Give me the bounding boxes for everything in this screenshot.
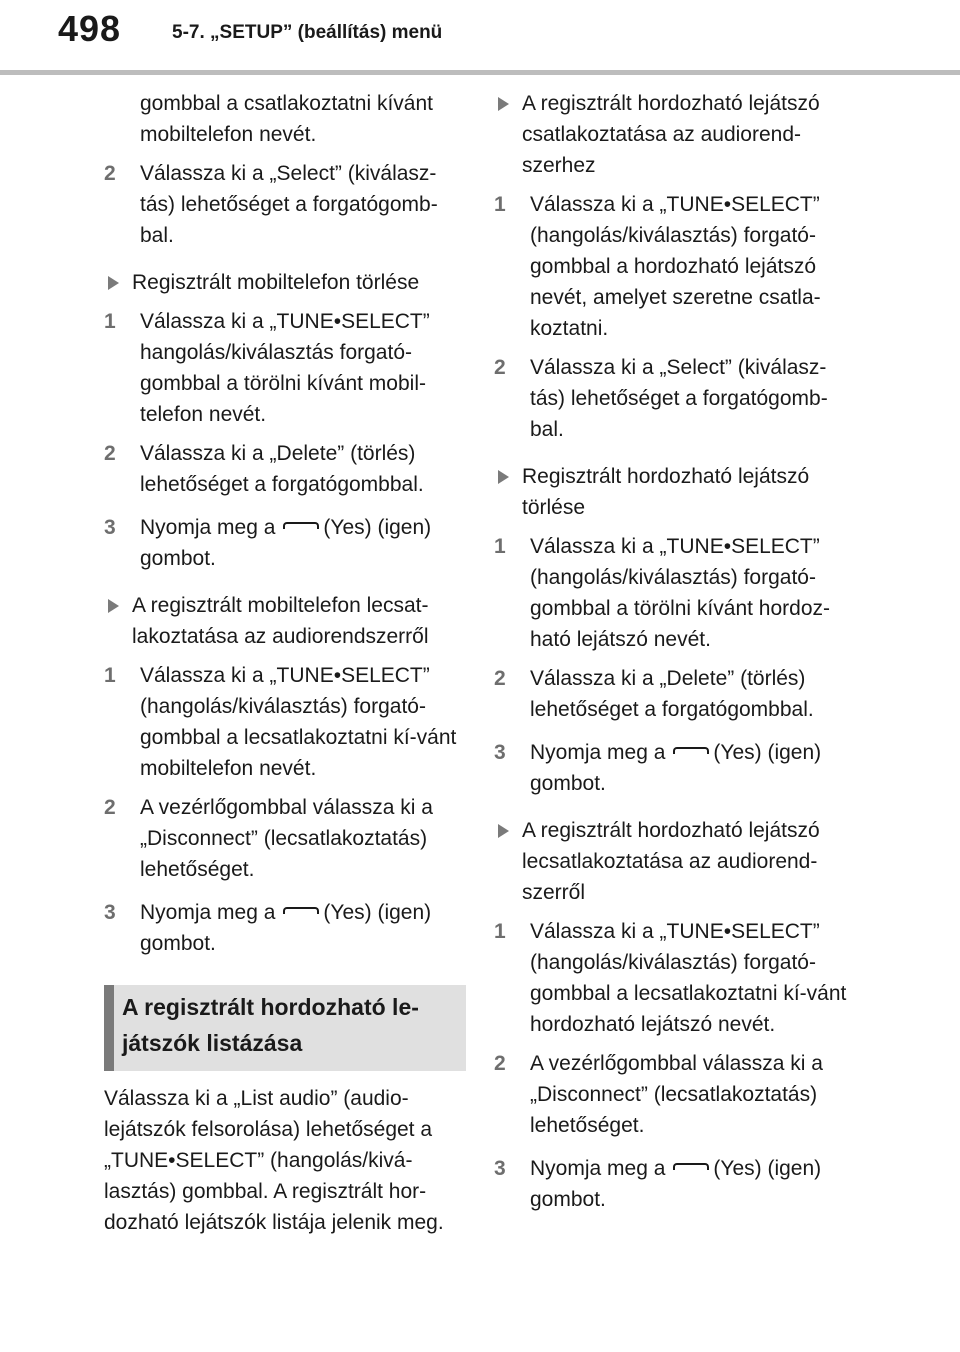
step-1 — [494, 189, 856, 344]
step-text-before: Nyomja meg a — [140, 901, 276, 924]
section-connect-player — [494, 88, 856, 181]
step-text-before: Nyomja meg a — [530, 741, 666, 764]
step-number: 2 — [494, 667, 506, 690]
bullet-title: A regisztrált mobiltelefon lecsat-lakoztatása az audiorendszerről — [132, 594, 429, 648]
yes-button-icon — [283, 907, 319, 914]
step-text-before: Nyomja meg a — [140, 516, 276, 539]
step-text-after: (Yes) (igen) gombot. — [140, 516, 432, 570]
triangle-bullet-icon — [498, 97, 509, 111]
step-number: 1 — [494, 535, 506, 558]
left-column — [104, 88, 466, 1238]
step-select — [104, 158, 466, 251]
step-text-after: (Yes) (igen) gombot. — [530, 1157, 822, 1211]
page-number: 498 — [58, 8, 122, 49]
step-number: 1 — [104, 310, 116, 333]
step-number: 1 — [494, 193, 506, 216]
section-title: 5-7. „SETUP” (beállítás) menü — [172, 22, 443, 43]
step-number: 1 — [494, 920, 506, 943]
step-number: 3 — [494, 741, 506, 764]
subheading: A regisztrált hordozható le-játszók listázása — [104, 985, 466, 1071]
step-2 — [104, 438, 466, 500]
step-number: 2 — [104, 442, 116, 465]
step-text: Válassza ki a „TUNE•SELECT” (hangolás/kiválasztás) forgató-gombbal a hordozható lejátszó nevét, amelyet szeretne csatla-koztatni. — [530, 193, 821, 340]
step-text: Válassza ki a „Select” (kiválasz-tás) lehetőséget a forgatógomb-bal. — [530, 356, 828, 441]
step-3 — [494, 737, 856, 799]
step-3 — [104, 512, 466, 574]
step-text: Válassza ki a „Select” (kiválasz-tás) lehetőséget a forgatógomb-bal. — [140, 162, 438, 247]
step-3 — [494, 1153, 856, 1215]
step-text: A vezérlőgombbal válassza ki a „Disconnect” (lecsatlakoztatás) lehetőséget. — [530, 1052, 823, 1137]
section-delete-phone — [104, 267, 466, 298]
bullet-title: A regisztrált hordozható lejátszó csatlakoztatása az audiorend-szerhez — [522, 92, 820, 177]
step-2 — [494, 663, 856, 725]
page-header — [0, 0, 960, 80]
step-number: 1 — [104, 664, 116, 687]
step-number: 3 — [104, 516, 116, 539]
step-1 — [494, 916, 856, 1040]
step-2 — [104, 792, 466, 885]
step-number: 2 — [104, 162, 116, 185]
right-column — [494, 88, 856, 1215]
step-1 — [104, 306, 466, 430]
step-text: Válassza ki a „TUNE•SELECT” (hangolás/kiválasztás) forgató-gombbal a törölni kívánt hordoz-ható lejátszó nevét. — [530, 535, 830, 651]
step-1 — [494, 531, 856, 655]
yes-button-icon — [673, 747, 709, 754]
step-number: 3 — [104, 901, 116, 924]
step-text: A vezérlőgombbal válassza ki a „Disconnect” (lecsatlakoztatás) lehetőséget. — [140, 796, 433, 881]
body-paragraph: Válassza ki a „List audio” (audio-lejátszók felsorolása) lehetőséget a „TUNE•SELECT” (hangolás/kivá-lasztás) gombbal. A regisztrált hor-dozható lejátszók listája jelenik meg. — [104, 1087, 444, 1234]
step-number: 2 — [494, 1052, 506, 1075]
bullet-title: Regisztrált mobiltelefon törlése — [132, 271, 420, 294]
step-1 — [104, 660, 466, 784]
section-disconnect-phone — [104, 590, 466, 652]
step-text: Válassza ki a „Delete” (törlés) lehetőséget a forgatógombbal. — [530, 667, 814, 721]
bullet-title: Regisztrált hordozható lejátszó törlése — [522, 465, 810, 519]
bullet-title: A regisztrált hordozható lejátszó lecsatlakoztatása az audiorend-szerről — [522, 819, 820, 904]
triangle-bullet-icon — [108, 599, 119, 613]
step-text: Válassza ki a „Delete” (törlés) lehetőséget a forgatógombbal. — [140, 442, 424, 496]
step-2 — [494, 1048, 856, 1141]
step-number: 2 — [104, 796, 116, 819]
step-number: 3 — [494, 1157, 506, 1180]
step-text-before: Nyomja meg a — [530, 1157, 666, 1180]
triangle-bullet-icon — [108, 276, 119, 290]
step-text: Válassza ki a „TUNE•SELECT” (hangolás/kiválasztás) forgató-gombbal a lecsatlakoztatni kí-vánt hordozható lejátszó nevét. — [530, 920, 847, 1036]
step-2 — [494, 352, 856, 445]
yes-button-icon — [673, 1163, 709, 1170]
continuation-text: gombbal a csatlakoztatni kívánt mobiltelefon nevét. — [140, 92, 433, 146]
yes-button-icon — [283, 522, 319, 529]
step-number: 2 — [494, 356, 506, 379]
triangle-bullet-icon — [498, 470, 509, 484]
section-delete-player — [494, 461, 856, 523]
step-text-after: (Yes) (igen) gombot. — [140, 901, 432, 955]
step-text: Válassza ki a „TUNE•SELECT” (hangolás/kiválasztás) forgató-gombbal a lecsatlakoztatni kí-vánt mobiltelefon nevét. — [140, 664, 457, 780]
header-rule — [0, 70, 960, 75]
step-3 — [104, 897, 466, 959]
triangle-bullet-icon — [498, 824, 509, 838]
section-disconnect-player — [494, 815, 856, 908]
step-text-after: (Yes) (igen) gombot. — [530, 741, 822, 795]
step-text: Válassza ki a „TUNE•SELECT” hangolás/kiválasztás forgató-gombbal a törölni kívánt mobil-telefon nevét. — [140, 310, 430, 426]
